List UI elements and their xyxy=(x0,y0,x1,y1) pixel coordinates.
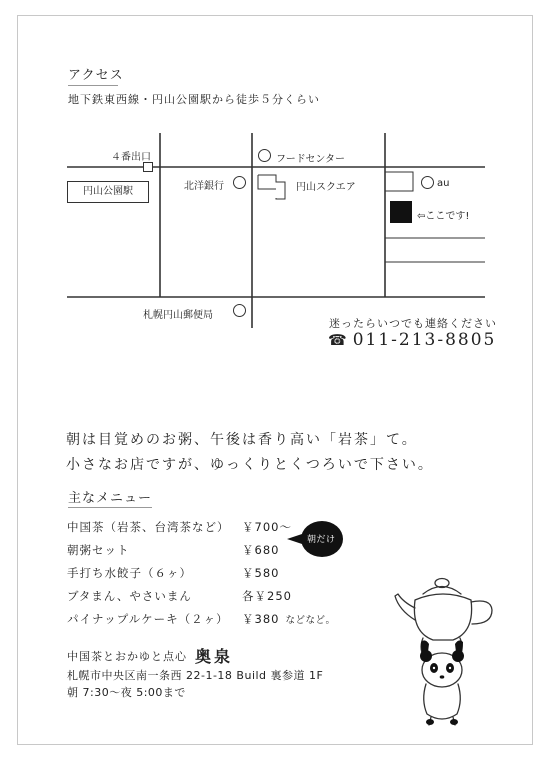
bank-label: 北洋銀行 xyxy=(184,181,224,192)
shop-hours: 朝 7:30～夜 5:00まで xyxy=(67,686,186,699)
menu-item-name: 中国茶（岩茶、台湾茶など） xyxy=(67,520,230,534)
telephone-icon: ☎ xyxy=(328,331,349,349)
menu-item-price xyxy=(242,611,335,627)
phone-text: 011-213-8805 xyxy=(352,330,497,350)
morning-only-badge xyxy=(285,519,345,559)
station-box: 円山公園駅 xyxy=(67,181,149,203)
menu-item-name: ブタまん、やさいまん xyxy=(67,589,192,603)
exit-label: ４番出口 xyxy=(111,152,151,163)
access-title: アクセス xyxy=(68,68,124,83)
teapot-panda-illustration xyxy=(393,572,498,727)
food-center-icon xyxy=(258,149,271,162)
food-center-label: フードセンター xyxy=(276,154,345,165)
intro-line-1: 朝は目覚めのお粥、午後は香り高い「岩茶」て。 xyxy=(66,432,418,448)
menu-item-name: 朝粥セット xyxy=(67,543,130,557)
menu-item-price: ￥580 xyxy=(242,566,280,580)
menu-item-price-value: ￥380 xyxy=(242,612,280,626)
menu-item-price: ￥700～ xyxy=(242,520,292,534)
shop-name: 奥泉 xyxy=(195,647,234,666)
menu-item-name: 手打ち水餃子（６ヶ） xyxy=(67,566,192,580)
menu-title: 主なメニュー xyxy=(68,491,153,506)
access-description: 地下鉄東西線・円山公園駅から徒歩５分くらい xyxy=(68,93,320,106)
post-office-label: 札幌円山郵便局 xyxy=(143,310,213,321)
square-building-icon xyxy=(257,174,287,200)
shop-category: 中国茶とおかゆと点心 xyxy=(67,650,187,663)
square-label: 円山スクエア xyxy=(296,182,356,193)
menu-item-price: 各￥250 xyxy=(242,589,292,603)
badge-label: 朝だけ xyxy=(307,535,336,545)
shop-location-marker xyxy=(390,201,412,223)
exit-marker-icon xyxy=(143,162,153,172)
menu-item-name: パイナップルケーキ（２ヶ） xyxy=(67,612,229,626)
shop-address: 札幌市中央区南一条西 22-1-18 Build 裏参道 1F xyxy=(67,669,324,682)
lost-note: 迷ったらいつでも連絡ください xyxy=(329,317,497,330)
bank-icon xyxy=(233,176,246,189)
here-label: ⇦ここです! xyxy=(417,211,470,222)
menu-title-rule xyxy=(68,507,152,508)
au-shop-icon xyxy=(421,176,434,189)
menu-item-note: などなど。 xyxy=(285,615,336,626)
phone-number[interactable] xyxy=(328,330,496,350)
menu-item-price: ￥680 xyxy=(242,543,280,557)
intro-line-2: 小さなお店ですが、ゆっくりとくつろいで下さい。 xyxy=(66,457,434,473)
post-office-icon xyxy=(233,304,246,317)
au-label: au xyxy=(437,178,450,189)
